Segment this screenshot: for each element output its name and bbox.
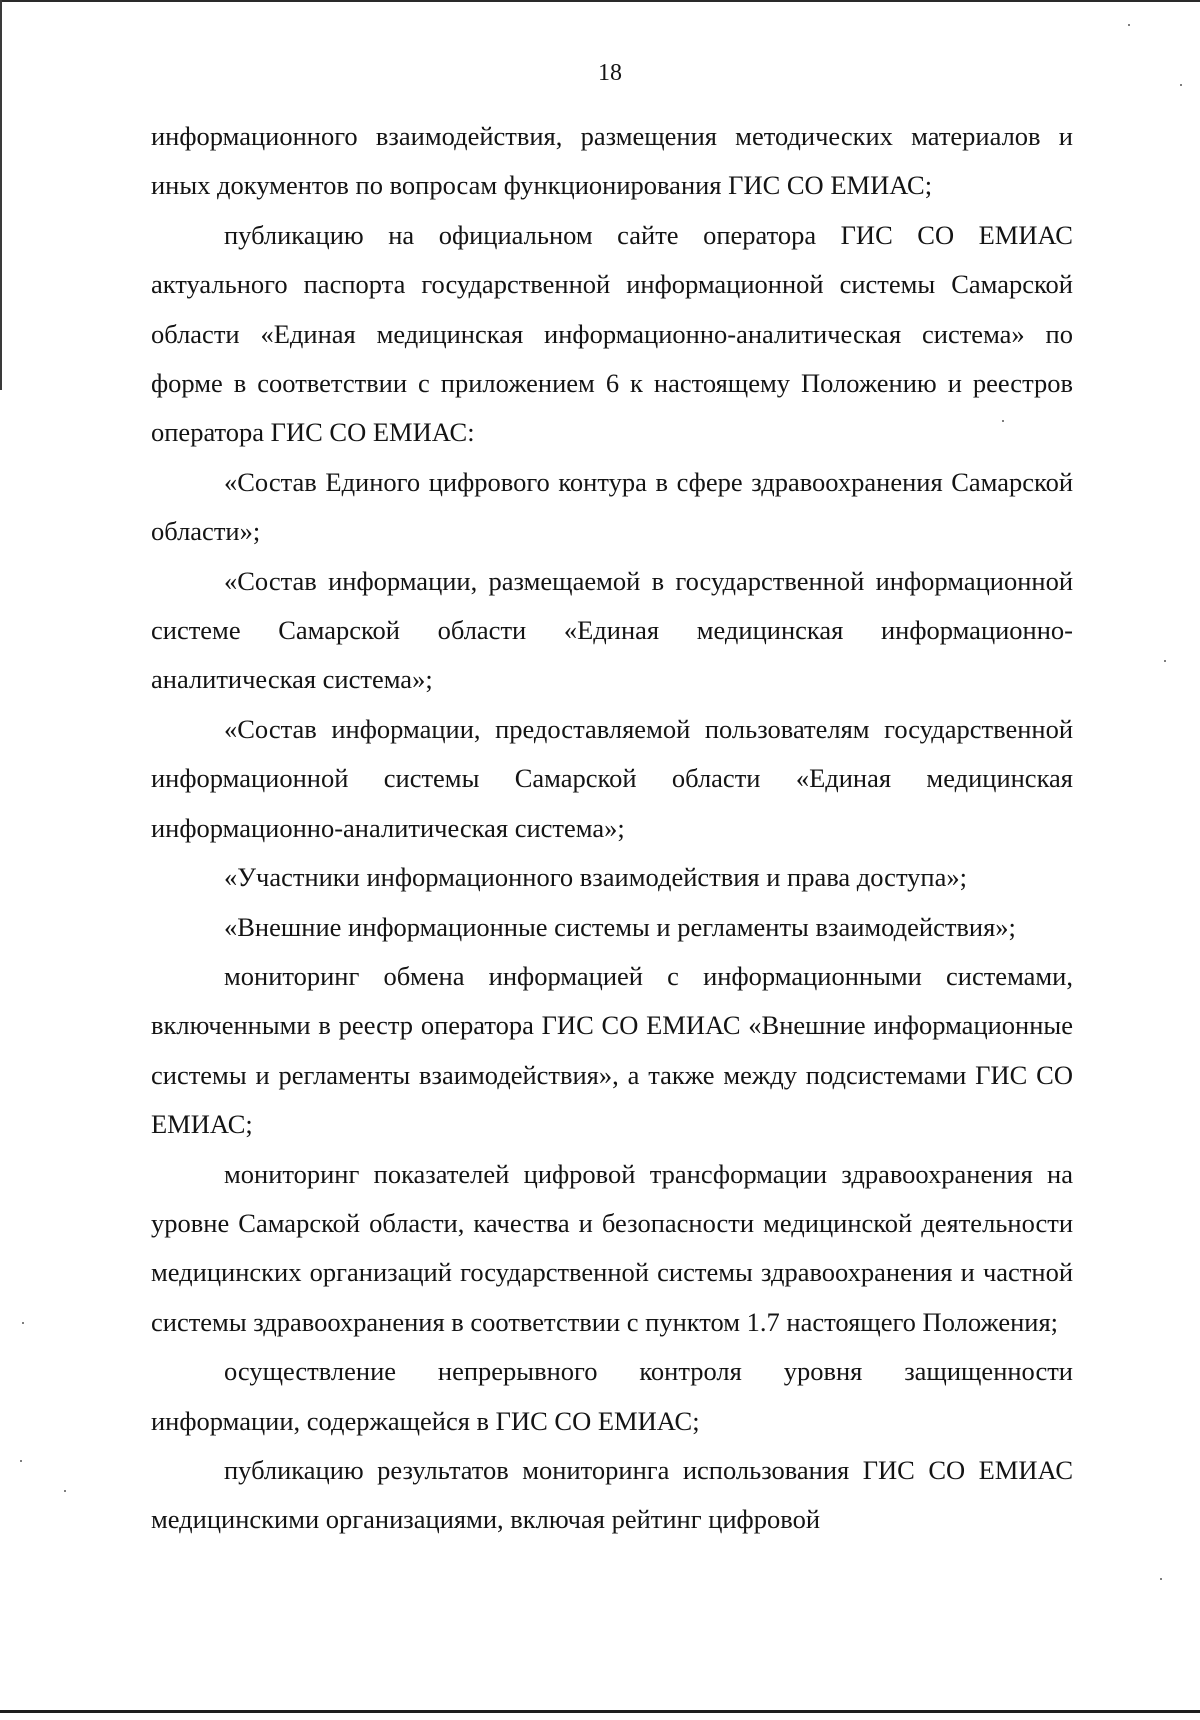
paragraph: публикацию на официальном сайте оператора ГИС СО ЕМИАС актуального паспорта государственной информационной системы Самарской области «Единая медицинская информационно-аналитическая система» по форме в соответствии с приложением 6 к настоящему Положению и реестров оператора ГИС СО ЕМИАС: <box>151 219 1073 448</box>
scan-speck <box>1180 84 1182 86</box>
scan-speck <box>1128 24 1130 26</box>
paragraph: «Состав Единого цифрового контура в сфере здравоохранения Самарской области»; <box>151 466 1073 547</box>
scan-speck <box>1164 660 1166 662</box>
page-number: 18 <box>598 60 622 86</box>
document-body <box>151 112 1073 1545</box>
scan-speck <box>22 1322 24 1324</box>
paragraph: «Участники информационного взаимодействия и права доступа»; <box>224 862 967 893</box>
scan-speck <box>64 1490 66 1492</box>
scan-edge-left <box>0 0 2 390</box>
scan-edge-bottom <box>0 1710 1200 1713</box>
paragraph: мониторинг показателей цифровой трансформации здравоохранения на уровне Самарской области, качества и безопасности медицинской деятельности медицинских организаций государственной системы здравоохранения и частной системы здравоохранения в соответствии с пунктом 1.7 настоящего Положения; <box>151 1158 1073 1337</box>
paragraph: информационного взаимодействия, размещения методических материалов и иных документов по вопросам функционирования ГИС СО ЕМИАС; <box>151 121 1073 201</box>
scan-speck <box>20 1460 22 1462</box>
paragraph: «Состав информации, размещаемой в государственной информационной системе Самарской области «Единая медицинская информационно-аналитическая система»; <box>151 565 1073 695</box>
paragraph: «Состав информации, предоставляемой пользователям государственной информационной системы Самарской области «Единая медицинская информационно-аналитическая система»; <box>151 713 1073 843</box>
paragraph: осуществление непрерывного контроля уровня защищенности информации, содержащейся в ГИС СО ЕМИАС; <box>151 1356 1073 1436</box>
paragraph: мониторинг обмена информацией с информационными системами, включенными в реестр оператора ГИС СО ЕМИАС «Внешние информационные системы и регламенты взаимодействия», а также между подсистемами ГИС СО ЕМИАС; <box>151 960 1073 1140</box>
paragraph: «Внешние информационные системы и регламенты взаимодействия»; <box>224 911 1016 942</box>
paragraph: публикацию результатов мониторинга использования ГИС СО ЕМИАС медицинскими организациями, включая рейтинг цифровой <box>151 1454 1073 1535</box>
scan-edge-top <box>0 0 1200 2</box>
scan-speck <box>1160 1578 1162 1580</box>
